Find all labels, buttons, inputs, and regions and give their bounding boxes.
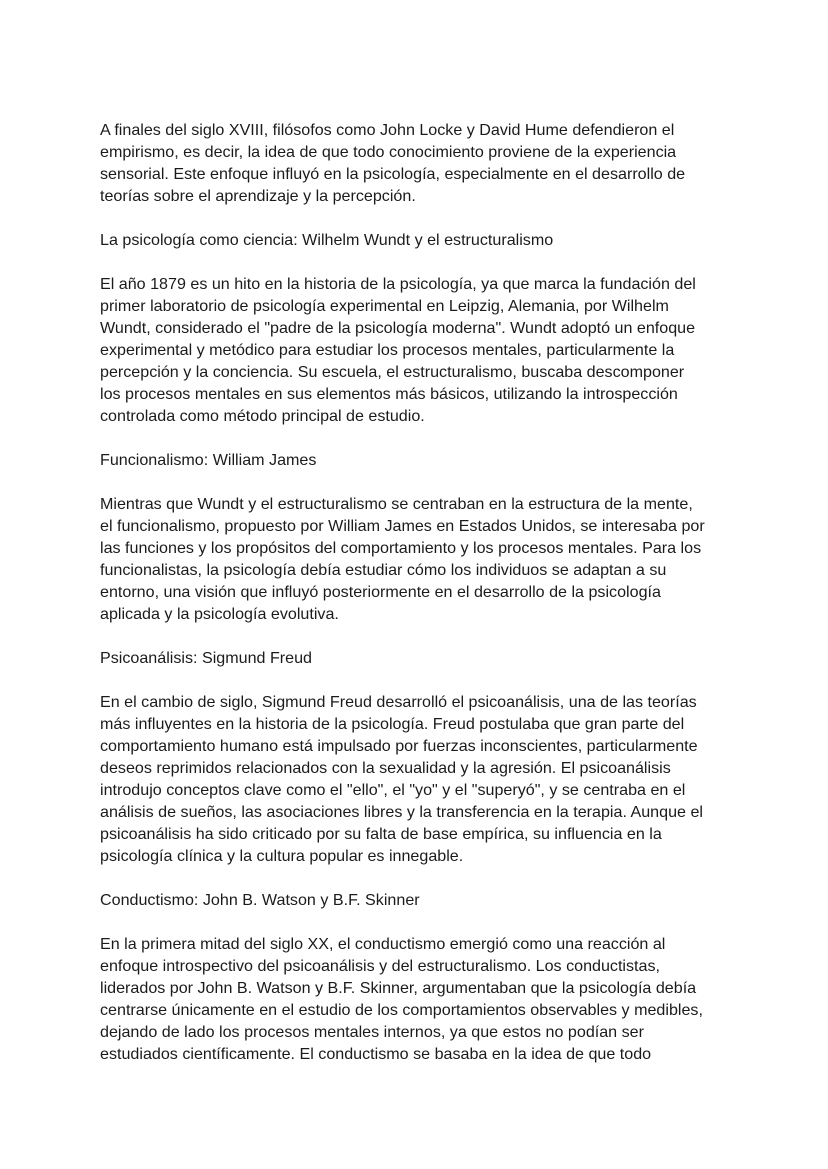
text-line: estudiados científicamente. El conductismo se basaba en la idea de que todo: [100, 1045, 652, 1063]
text-line: dejando de lado los procesos mentales internos, ya que estos no podían ser: [100, 1023, 644, 1041]
text-line: aplicada y la psicología evolutiva.: [100, 605, 339, 623]
text-line: Conductismo: John B. Watson y B.F. Skinner: [100, 891, 420, 909]
text-line: controlada como método principal de estudio.: [100, 407, 425, 425]
section-heading: [100, 889, 740, 911]
text-line: deseos reprimidos relacionados con la sexualidad y la agresión. El psicoanálisis: [100, 759, 671, 777]
text-line: Funcionalismo: William James: [100, 451, 317, 469]
text-line: introdujo conceptos clave como el "ello", el "yo" y el "superyó", y se centraba en el: [100, 781, 686, 799]
text-line: centrarse únicamente en el estudio de los comportamientos observables y medibles,: [100, 1001, 703, 1019]
text-line: Mientras que Wundt y el estructuralismo se centraban en la estructura de la mente,: [100, 495, 693, 513]
body-paragraph: [100, 691, 740, 867]
body-paragraph: [100, 273, 740, 427]
text-line: primer laboratorio de psicología experimental en Leipzig, Alemania, por Wilhelm: [100, 297, 669, 315]
text-line: análisis de sueños, las asociaciones libres y la transferencia en la terapia. Aunque el: [100, 803, 703, 821]
text-line: más influyentes en la historia de la psicología. Freud postulaba que gran parte del: [100, 715, 685, 733]
text-line: En el cambio de siglo, Sigmund Freud desarrolló el psicoanálisis, una de las teorías: [100, 693, 697, 711]
text-line: psicoanálisis ha sido criticado por su falta de base empírica, su influencia en la: [100, 825, 662, 843]
text-line: En la primera mitad del siglo XX, el conductismo emergió como una reacción al: [100, 935, 666, 953]
text-line: empirismo, es decir, la idea de que todo conocimiento proviene de la experiencia: [100, 143, 677, 161]
text-line: las funciones y los propósitos del comportamiento y los procesos mentales. Para los: [100, 539, 702, 557]
text-line: liderados por John B. Watson y B.F. Skinner, argumentaban que la psicología debía: [100, 979, 697, 997]
text-line: Wundt, considerado el "padre de la psicología moderna". Wundt adoptó un enfoque: [100, 319, 696, 337]
text-line: funcionalistas, la psicología debía estudiar cómo los individuos se adaptan a su: [100, 561, 667, 579]
text-line: psicología clínica y la cultura popular es innegable.: [100, 847, 464, 865]
text-line: sensorial. Este enfoque influyó en la psicología, especialmente en el desarrollo de: [100, 165, 686, 183]
text-line: experimental y metódico para estudiar los procesos mentales, particularmente la: [100, 341, 675, 359]
text-line: A finales del siglo XVIII, filósofos como John Locke y David Hume defendieron el: [100, 121, 675, 139]
text-line: entorno, una visión que influyó posteriormente en el desarrollo de la psicología: [100, 583, 661, 601]
text-line: La psicología como ciencia: Wilhelm Wundt y el estructuralismo: [100, 231, 554, 249]
section-heading: [100, 647, 740, 669]
text-line: Psicoanálisis: Sigmund Freud: [100, 649, 313, 667]
text-line: los procesos mentales en sus elementos más básicos, utilizando la introspección: [100, 385, 678, 403]
body-paragraph: [100, 933, 740, 1065]
section-heading: [100, 449, 740, 471]
body-paragraph: [100, 493, 740, 625]
text-line: percepción y la conciencia. Su escuela, el estructuralismo, buscaba descomponer: [100, 363, 685, 381]
section-heading: [100, 229, 740, 251]
text-line: enfoque introspectivo del psicoanálisis y del estructuralismo. Los conductistas,: [100, 957, 660, 975]
text-line: comportamiento humano está impulsado por fuerzas inconscientes, particularmente: [100, 737, 698, 755]
document-body: [100, 119, 740, 1087]
text-line: el funcionalismo, propuesto por William James en Estados Unidos, se interesaba por: [100, 517, 705, 535]
body-paragraph: [100, 119, 740, 207]
text-line: teorías sobre el aprendizaje y la percepción.: [100, 187, 416, 205]
text-line: El año 1879 es un hito en la historia de la psicología, ya que marca la fundación del: [100, 275, 696, 293]
